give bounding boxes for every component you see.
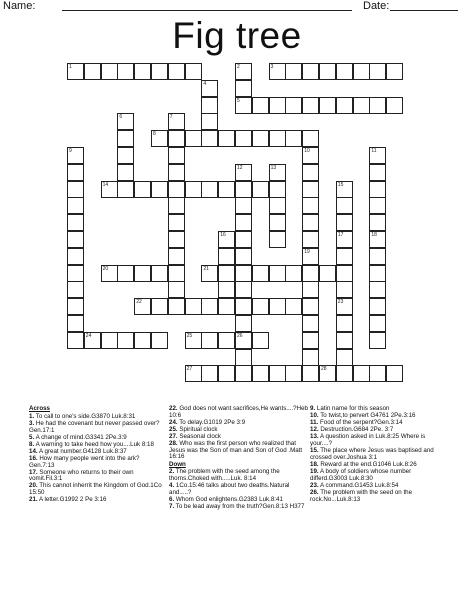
clue-item-text: A warning to take heed how you....Luk 8:18 [35,440,154,448]
down-clue-list [169,469,309,510]
clue-item-number: 11. [310,419,319,427]
clue-item-number: 1. [29,412,35,420]
grid-cell[interactable] [369,147,386,164]
grid-cell[interactable] [336,281,353,298]
clue-number: 17 [337,232,344,238]
clue-item-number: 7. [169,502,175,510]
grid-cell[interactable] [235,80,252,97]
grid-cell[interactable] [252,181,269,198]
clue-item [310,490,448,503]
clues-across-column [29,406,163,504]
grid-cell[interactable] [201,332,218,349]
clue-item-text: Reward at the end.G1046 Luk.8:26 [320,460,417,468]
grid-cell[interactable] [67,248,84,265]
clue-number: 26 [237,332,243,339]
grid-cell[interactable] [185,298,202,315]
grid-cell[interactable] [302,349,319,366]
clue-item-number: 9. [310,405,316,412]
grid-cell[interactable] [302,97,319,114]
grid-cell[interactable] [302,181,319,198]
grid-cell[interactable] [302,231,319,248]
grid-cell[interactable] [235,63,252,80]
grid-cell[interactable] [218,130,235,147]
grid-cell[interactable] [353,63,370,80]
grid-cell[interactable] [117,63,134,80]
grid-cell[interactable] [336,197,353,214]
clue-item-number: 8. [29,440,35,448]
grid-cell[interactable] [67,265,84,282]
grid-cell[interactable] [101,63,118,80]
grid-cell[interactable] [269,231,286,248]
grid-cell[interactable] [336,298,353,315]
clue-number: 28 [321,366,327,373]
clue-item-text: This cannot inherrit the Kingdom of God.1Co 15:50 [29,482,162,497]
grid-cell[interactable] [117,265,134,282]
clue-item-text: Someone who returns to their own vomit.Fil.3:1 [29,468,134,483]
grid-cell[interactable] [302,248,319,265]
clue-number: 21 [203,265,209,272]
clue-item-text: God does not want sacrifices,He wants....?Heb 10:6 [169,405,308,419]
clue-number: 11 [371,148,377,154]
grid-cell[interactable] [218,248,235,265]
grid-cell[interactable] [185,130,202,147]
clue-item-text: A change of mind.G3341 2Pe.3:9 [35,433,127,441]
grid-cell[interactable] [117,130,134,147]
page-title: Fig tree [172,15,302,56]
down-heading: Down [169,460,186,468]
grid-cell[interactable] [302,130,319,147]
grid-cell[interactable] [201,97,218,114]
grid-cell[interactable] [336,332,353,349]
grid-cell[interactable] [269,164,286,181]
grid-cell[interactable] [235,197,252,214]
grid-cell[interactable] [134,63,151,80]
grid-cell[interactable] [336,248,353,265]
grid-cell[interactable] [269,181,286,198]
grid-cell[interactable] [67,63,84,80]
grid-cell[interactable] [369,214,386,231]
grid-cell[interactable] [117,181,134,198]
clue-item [169,406,309,419]
grid-cell[interactable] [134,332,151,349]
across-clue-list [29,414,163,504]
grid-cell[interactable] [235,248,252,265]
clue-number: 6 [119,114,123,121]
clue-item-number: 24. [169,418,178,426]
grid-cell[interactable] [235,231,252,248]
grid-cell[interactable] [168,214,185,231]
grid-cell[interactable] [185,332,202,349]
grid-cell[interactable] [369,97,386,114]
clue-item-number: 14. [29,447,38,455]
grid-cell[interactable] [218,181,235,198]
grid-cell[interactable] [151,63,168,80]
grid-cell[interactable] [218,281,235,298]
clue-item-number: 28. [169,440,178,448]
grid-cell[interactable] [386,365,403,382]
grid-cell[interactable] [117,147,134,164]
grid-cell[interactable] [101,181,118,198]
grid-cell[interactable] [67,298,84,315]
grid-cell[interactable] [386,97,403,114]
clue-item-text: The problem with the seed on the rock.No...Luk.8:13 [310,488,413,503]
grid-cell[interactable] [218,231,235,248]
grid-cell[interactable] [369,231,386,248]
grid-cell[interactable] [67,332,84,349]
clue-item-number: 17. [29,468,38,476]
clue-item-text: A question asked in Luk.8:25 Where is your....? [310,433,426,448]
grid-cell[interactable] [168,164,185,181]
clue-number: 4 [203,80,207,87]
grid-cell[interactable] [201,181,218,198]
grid-cell[interactable] [285,130,302,147]
grid-cell[interactable] [302,214,319,231]
clue-item-number: 20. [29,482,38,490]
grid-cell[interactable] [67,315,84,332]
grid-cell[interactable] [134,298,151,315]
grid-cell[interactable] [302,164,319,181]
grid-cell[interactable] [235,281,252,298]
grid-cell[interactable] [151,298,168,315]
grid-cell[interactable] [336,231,353,248]
clue-number: 8 [153,131,156,138]
grid-cell[interactable] [218,298,235,315]
grid-cell[interactable] [201,298,218,315]
grid-cell[interactable] [101,265,118,282]
grid-cell[interactable] [269,298,286,315]
grid-cell[interactable] [369,332,386,349]
grid-cell[interactable] [252,298,269,315]
grid-cell[interactable] [302,365,319,382]
clue-item-text: Whom God enlightens.G2383 Luk.8:41 [175,495,283,503]
grid-cell[interactable] [168,63,185,80]
grid-cell[interactable] [67,214,84,231]
clue-item-number: 16. [29,454,38,462]
grid-cell[interactable] [252,365,269,382]
clue-item-text: Destruction.G684 2Pe. 3:7 [320,426,394,434]
clue-item-number: 21. [29,496,38,504]
clue-item-text: Seasonal clock [179,432,221,440]
clue-item-number: 27. [169,432,178,440]
clue-item-number: 5. [29,433,35,441]
grid-cell[interactable] [252,265,269,282]
down-clue-list-continued [310,406,448,503]
clues-right-column [310,406,448,504]
clue-item [29,483,163,496]
grid-cell[interactable] [168,265,185,282]
grid-cell[interactable] [319,63,336,80]
grid-cell[interactable] [151,332,168,349]
grid-cell[interactable] [269,214,286,231]
clue-number: 10 [304,148,310,154]
grid-cell[interactable] [201,80,218,97]
grid-cell[interactable] [218,365,235,382]
clue-number: 5 [237,97,240,104]
grid-cell[interactable] [201,130,218,147]
grid-cell[interactable] [269,265,286,282]
grid-cell[interactable] [151,265,168,282]
clue-item-text: Latin name for this season [316,405,390,412]
clue-item-text: The problem with the seed among the thorns.Choked with.....Luk. 8:14 [169,468,280,482]
clue-number: 22 [136,299,142,306]
clue-number: 23 [337,299,344,306]
grid-cell[interactable] [185,181,202,198]
clue-item-text: A body of soldiers whose number differd.G3003 Luk.8:30 [310,468,412,482]
grid-cell[interactable] [386,63,403,80]
clue-item-number: 18. [310,460,319,468]
grid-cell[interactable] [302,265,319,282]
grid-cell[interactable] [336,265,353,282]
grid-cell[interactable] [302,281,319,298]
grid-cell[interactable] [252,97,269,114]
grid-cell[interactable] [218,265,235,282]
grid-cell[interactable] [369,197,386,214]
clue-item [29,456,163,469]
grid-cell[interactable] [117,113,134,130]
clue-number: 12 [237,164,243,171]
clue-item-number: 6. [169,495,175,503]
grid-cell[interactable] [235,265,252,282]
grid-cell[interactable] [151,130,168,147]
grid-cell[interactable] [285,365,302,382]
name-label: Name: [3,0,36,12]
clue-item-text: Spiritual clock [179,425,218,433]
grid-cell[interactable] [201,265,218,282]
grid-cell[interactable] [336,214,353,231]
grid-cell[interactable] [117,332,134,349]
grid-cell[interactable] [67,147,84,164]
grid-cell[interactable] [269,97,286,114]
grid-cell[interactable] [168,181,185,198]
clue-number: 16 [220,232,226,238]
clue-number: 25 [186,332,193,339]
grid-cell[interactable] [235,332,252,349]
grid-cell[interactable] [201,365,218,382]
grid-cell[interactable] [369,181,386,198]
grid-cell[interactable] [168,231,185,248]
grid-cell[interactable] [235,164,252,181]
clue-item-text: He had the covenant but never passed over?Gen.17:1 [29,419,160,434]
clue-item-text: 1Co.15:46 talks about two deaths.Natural and.....? [169,482,290,496]
across-heading: Across [29,405,50,412]
clue-item [29,470,163,483]
clue-number: 18 [371,232,377,238]
clue-item [169,441,309,461]
clue-item-number: 19. [310,468,319,476]
clue-item-text: A letter.G1992 2 Pe 3:16 [39,496,107,504]
grid-cell[interactable] [235,214,252,231]
clue-number: 9 [69,148,72,154]
grid-cell[interactable] [151,181,168,198]
grid-cell[interactable] [235,349,252,366]
clue-item-number: 12. [310,426,319,434]
grid-cell[interactable] [319,365,336,382]
clue-item [169,483,309,496]
grid-cell[interactable] [168,298,185,315]
grid-cell[interactable] [336,315,353,332]
grid-cell[interactable] [285,97,302,114]
grid-cell[interactable] [353,365,370,382]
clue-item [29,421,163,434]
date-label: Date: [363,0,390,12]
grid-cell[interactable] [302,332,319,349]
grid-cell[interactable] [101,332,118,349]
clue-number: 7 [169,114,173,121]
grid-cell[interactable] [319,265,336,282]
grid-cell[interactable] [336,181,353,198]
grid-cell[interactable] [336,97,353,114]
grid-cell[interactable] [168,113,185,130]
grid-cell[interactable] [67,181,84,198]
clue-item-text: To call to one's side.G3870 Luk.8:31 [35,412,136,420]
grid-cell[interactable] [185,365,202,382]
grid-cell[interactable] [302,315,319,332]
grid-cell[interactable] [302,63,319,80]
clue-item [310,448,448,461]
grid-cell[interactable] [302,147,319,164]
grid-cell[interactable] [369,365,386,382]
grid-cell[interactable] [67,164,84,181]
clue-item-number: 15. [310,447,319,455]
clue-item-number: 22. [169,405,178,412]
grid-cell[interactable] [269,63,286,80]
grid-cell[interactable] [269,365,286,382]
clue-item [169,504,309,511]
clue-item-text: Who was the first person who realized that Jesus was the Son of man and Son of God .Matt 16:16 [169,440,303,461]
grid-cell[interactable] [302,298,319,315]
clue-item-number: 4. [169,482,175,490]
grid-cell[interactable] [235,315,252,332]
clue-item-number: 3. [29,419,35,427]
grid-cell[interactable] [369,63,386,80]
clue-item [169,469,309,482]
clue-number: 19 [304,248,310,255]
grid-cell[interactable] [285,63,302,80]
grid-cell[interactable] [134,265,151,282]
clue-number: 13 [270,164,277,171]
clue-number: 14 [102,181,109,188]
grid-cell[interactable] [336,365,353,382]
clue-item-text: To twist,to pervert G4761 2Pe.3:16 [320,412,416,420]
clue-number: 3 [270,64,274,70]
clue-item-number: 26. [310,488,319,496]
grid-cell[interactable] [67,197,84,214]
clue-item [310,469,448,482]
grid-cell[interactable] [285,298,302,315]
grid-cell[interactable] [168,248,185,265]
grid-cell[interactable] [168,281,185,298]
grid-cell[interactable] [336,349,353,366]
grid-cell[interactable] [168,147,185,164]
clue-item-text: How many people went into the ark?Gen.7:13 [29,454,140,469]
clue-item-text: A great number.G4128 Luk.8:37 [39,447,127,455]
grid-cell[interactable] [369,281,386,298]
clue-number: 15 [337,181,344,188]
clue-item-text: To be lead away from the truth?Gen.8:13 H377 [175,502,305,510]
clue-item-number: 23. [310,481,319,489]
clue-item [310,434,448,447]
clue-item-text: A command.G1453 Luk.8:54 [320,481,399,489]
clue-number: 2 [237,64,240,70]
grid-cell[interactable] [252,332,269,349]
grid-cell[interactable] [134,181,151,198]
grid-cell[interactable] [369,315,386,332]
clues-middle-column [169,406,309,511]
clue-item [29,497,163,504]
grid-cell[interactable] [67,231,84,248]
grid-cell[interactable] [235,130,252,147]
grid-cell[interactable] [319,97,336,114]
grid-cell[interactable] [117,164,134,181]
grid-cell[interactable] [369,298,386,315]
clue-number: 20 [102,265,109,272]
grid-cell[interactable] [252,130,269,147]
grid-cell[interactable] [235,365,252,382]
grid-cell[interactable] [302,197,319,214]
clue-item-text: Food of the serpent?Gen.3:14 [320,419,403,427]
grid-cell[interactable] [235,97,252,114]
clue-number: 27 [186,366,193,373]
grid-cell[interactable] [185,63,202,80]
clue-item-text: To delay.G1019 2Pe 3:9 [179,418,246,426]
grid-cell[interactable] [235,298,252,315]
grid-cell[interactable] [84,332,101,349]
grid-cell[interactable] [235,181,252,198]
grid-cell[interactable] [269,197,286,214]
grid-cell[interactable] [168,130,185,147]
grid-cell[interactable] [353,97,370,114]
grid-cell[interactable] [285,265,302,282]
clue-item-number: 25. [169,425,178,433]
grid-cell[interactable] [67,281,84,298]
clue-item-number: 13. [310,433,319,441]
grid-cell[interactable] [84,63,101,80]
grid-cell[interactable] [218,332,235,349]
grid-cell[interactable] [201,113,218,130]
grid-cell[interactable] [369,248,386,265]
clue-item-number: 10. [310,412,319,420]
grid-cell[interactable] [336,63,353,80]
clue-number: 1 [69,64,72,70]
grid-cell[interactable] [269,130,286,147]
clue-number: 24 [85,332,92,339]
across-clue-list-continued [169,406,309,461]
clue-item-text: The place where Jesus was baptised and crossed over.Joshua 3:1 [310,447,434,461]
grid-cell[interactable] [369,164,386,181]
grid-cell[interactable] [369,265,386,282]
grid-cell[interactable] [168,197,185,214]
clue-item-number: 2. [169,468,175,476]
